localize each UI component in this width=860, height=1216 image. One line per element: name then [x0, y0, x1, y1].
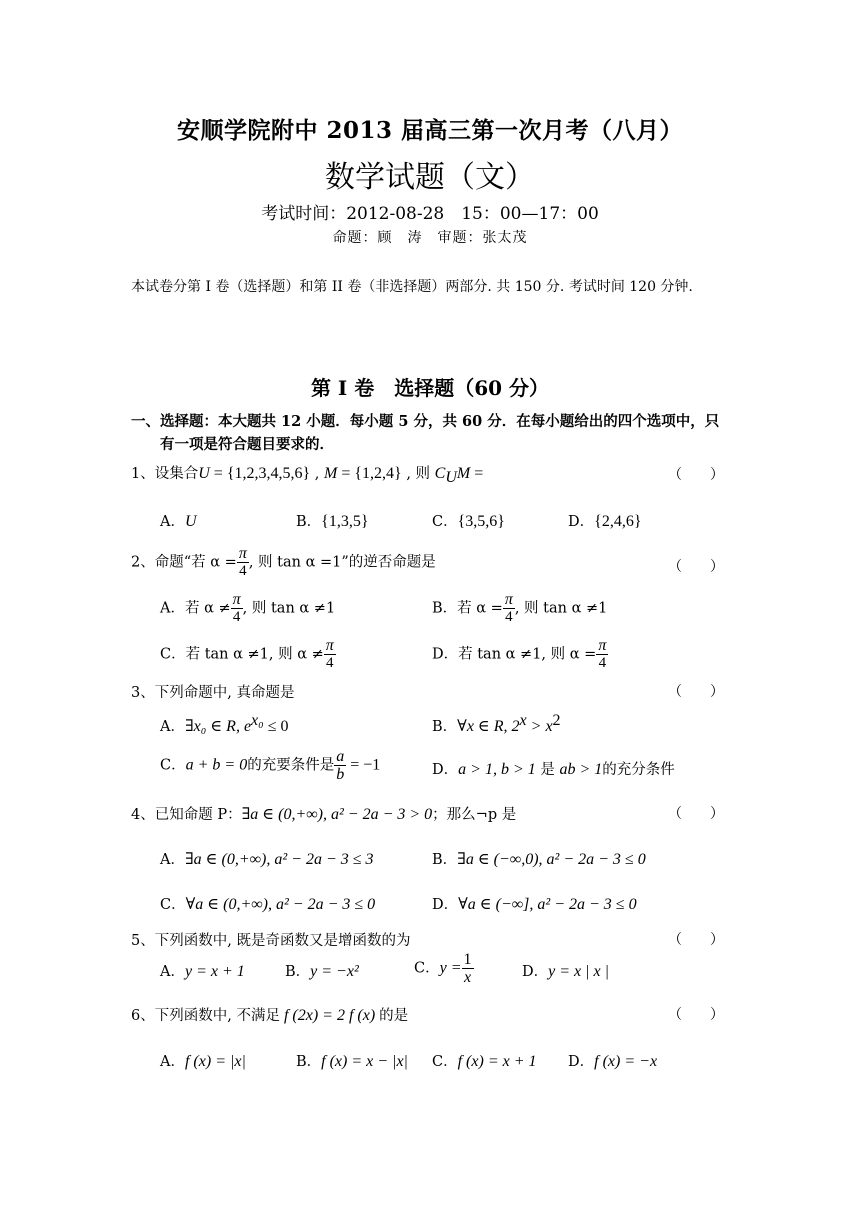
question-3-stem: 3、下列命题中, 真命题是 — [131, 685, 295, 701]
answer-blank-4: （ ） — [668, 806, 724, 822]
answer-blank-6: （ ） — [668, 1007, 724, 1023]
q5-option-b: B．y = −x² — [285, 963, 359, 980]
q3-option-b: B．∀x ∈ R, $2^x > x^2$ — [432, 712, 561, 735]
q2-option-a: A．若 α ≠ $\frac{\pi}{4}$ , 则 tan α ≠1 — [160, 591, 336, 625]
q5-option-a: A．y = x + 1 — [160, 963, 245, 980]
answer-blank-5: （ ） — [668, 932, 724, 948]
instructions-line-1: 一、选择题：本大题共 12 小题．每小题 5 分，共 60 分．在每小题给出的四个选项中，只 — [131, 413, 720, 430]
q6-option-c: C．f (x) = x + 1 — [432, 1053, 537, 1070]
answer-blank-3: （ ） — [668, 684, 724, 700]
exam-school-title: 安顺学院附中 2013 届高三第一次月考（八月） — [176, 117, 684, 144]
q5-option-c: C．y = $\frac{1}{x}$ — [414, 951, 472, 986]
question-6-stem: 6、下列函数中, 不满足 f (2x) = 2 f (x) 的是 — [131, 1007, 409, 1024]
q5-option-d: D．y = x | x | — [522, 963, 610, 980]
exam-authors: 命题：顾 涛 审题：张太茂 — [332, 230, 528, 246]
q3-option-c: C．a + b = 0的充要条件是 $\frac{a}{b}$ = −1 — [160, 748, 381, 783]
q6-option-a: A．f (x) = |x| — [160, 1053, 246, 1070]
question-5-stem: 5、下列函数中, 既是奇函数又是增函数的为 — [131, 933, 411, 949]
q1-option-c: C．{3,5,6} — [432, 513, 505, 530]
q1-option-a: A．U — [160, 513, 197, 530]
answer-blank-1: （ ） — [668, 467, 724, 483]
exam-subject-title: 数学试题（文） — [325, 160, 535, 195]
instructions-line-2: 有一项是符合题目要求的． — [160, 436, 334, 453]
answer-blank-2: （ ） — [668, 559, 724, 575]
exam-intro: 本试卷分第 I 卷（选择题）和第 II 卷（非选择题）两部分. 共 150 分. 考试时间 120 分钟. — [131, 279, 693, 295]
q1-option-b: B．{1,3,5} — [296, 513, 369, 530]
q1-option-d: D．{2,4,6} — [568, 513, 642, 530]
exam-time: 考试时间：2012-08-28 15：00—17：00 — [261, 204, 599, 224]
q4-option-b: B．∃a ∈ (−∞,0), a² − 2a − 3 ≤ 0 — [432, 851, 646, 868]
q6-option-b: B．f (x) = x − |x| — [296, 1053, 408, 1070]
q2-option-b: B．若 α = $\frac{\pi}{4}$ , 则 tan α ≠1 — [432, 591, 608, 625]
q4-option-d: D．∀a ∈ (−∞], a² − 2a − 3 ≤ 0 — [432, 896, 637, 913]
q2-option-c: C．若 tan α ≠1, 则 α ≠ $\frac{\pi}{4}$ — [160, 637, 334, 671]
question-1-stem: 1、设集合U = {1,2,3,4,5,6} , M = {1,2,4} , 则 $C_UM$ = — [131, 465, 484, 486]
q6-option-d: D．f (x) = −x — [568, 1053, 658, 1070]
section-title: 第 I 卷 选择题（60 分） — [310, 376, 550, 400]
q4-option-a: A．∃a ∈ (0,+∞), a² − 2a − 3 ≤ 3 — [160, 851, 374, 868]
q2-option-d: D．若 tan α ≠1, 则 α = $\frac{\pi}{4}$ — [432, 637, 607, 671]
q3-option-a: A．∃x₀ ∈ R, $e^{x_0} \le 0$ — [160, 712, 289, 735]
question-4-stem: 4、已知命题 P：∃a ∈ (0,+∞), a² − 2a − 3 > 0；那么¬p 是 — [131, 806, 517, 823]
q4-option-c: C．∀a ∈ (0,+∞), a² − 2a − 3 ≤ 0 — [160, 896, 376, 913]
question-2-stem: 2、命题“若 α = $\frac{\pi}{4}$ , 则 tan α =1”的逆否命题是 — [131, 545, 436, 579]
q3-option-d: D．a > 1, b > 1 是 ab > 1的充分条件 — [432, 761, 675, 778]
